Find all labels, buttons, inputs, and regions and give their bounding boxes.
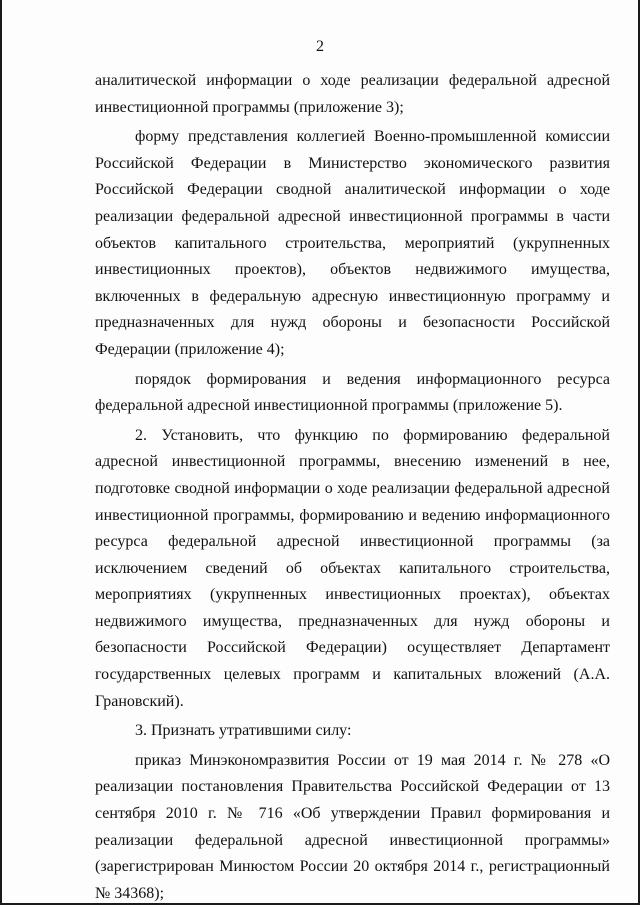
paragraph-3: порядок формирования и ведения информационного ресурса федеральной адресной инвестиционной программы (приложение 5). [95,370,610,415]
paragraph-2: форму представления коллегией Военно-промышленной комиссии Российской Федерации в Министерство экономического развития Российской Федерации сводной аналитической информации о ходе реализации федеральной адресной инвестиционной программы в части объектов капитального строительства, мероприятий (укрупненных инвестиционных проектов), объектов недвижимого имущества, включенных в федеральную адресную инвестиционную программу и предназначенных для нужд обороны и безопасности Российской Федерации (приложение 4); [95,128,610,358]
paragraph-4: 2. Установить, что функцию по формированию федеральной адресной инвестиционной программы, внесению изменений в нее, подготовке сводной информации о ходе реализации федеральной адресной инвестиционной программы, формированию и ведению информационного ресурса федеральной адресной инвестиционной программы (за исключением сведений об объектах капитального строительства, мероприятиях (укрупненных инвестиционных проектах), объектах недвижимого имущества, предназначенных для нужд обороны и безопасности Российской Федерации) осуществляет Департамент государственных целевых программ и капитальных вложений (А.А. Грановский). [95,426,610,710]
page-number: 2 [316,38,324,55]
paragraph-6: приказ Минэкономразвития России от 19 мая 2014 г. № 278 «О реализации постановления Правительства Российской Федерации от 13 сентября 2010 г. № 716 «Об утверждении Правил формирования и реализации федеральной адресной инвестиционной программы» (зарегистрирован Минюстом России 20 октября 2014 г., регистрационный № 34368); [95,751,610,902]
paragraph-1: аналитической информации о ходе реализации федеральной адресной инвестиционной программы (приложение 3); [95,72,610,116]
paragraph-5: 3. Признать утратившими силу: [135,722,352,740]
document-body [95,68,610,907]
